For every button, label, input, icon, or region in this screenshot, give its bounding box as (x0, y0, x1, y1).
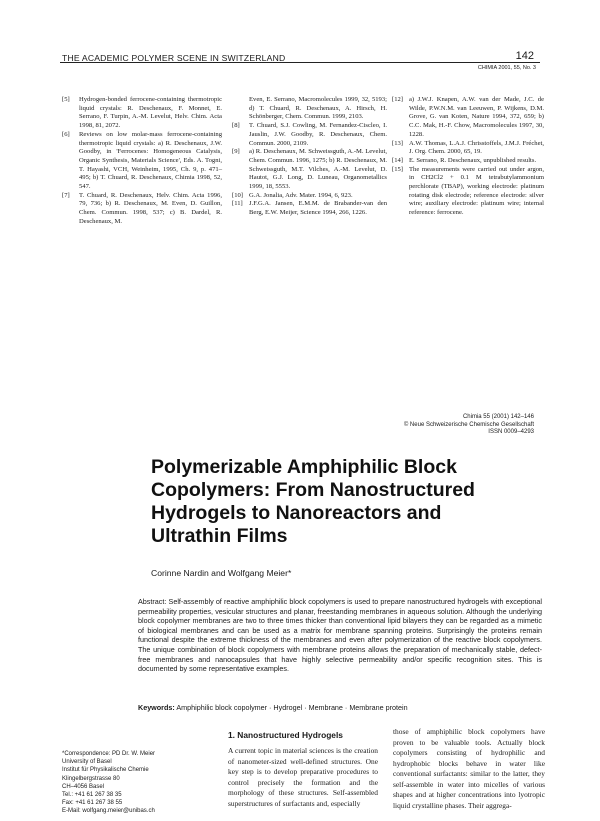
reference-item (232, 200, 387, 217)
reference-item (62, 131, 222, 192)
reference-item (232, 96, 387, 122)
header-rule (60, 62, 540, 63)
references-column-3 (392, 96, 544, 218)
affiliation-line: Tel.: +41 61 267 38 35 (62, 792, 122, 799)
reference-text: a) R. Deschenaux, M. Schweissguth, A.-M. Levelut, Chem. Commun. 1996, 1275; b) R. Deschenaux, M. Schweissguth, M.T. Vilches, A.-M. Levelut, D. Hautot, G.J. Long, D. Luneau, Organometallics 1999, 18, 5553. (249, 148, 387, 191)
reference-item (232, 148, 387, 192)
reference-number: [10] (232, 191, 243, 199)
reference-number: [12] (392, 96, 403, 103)
affiliation-line: *Correspondence: PD Dr. W. Meier (62, 751, 156, 757)
reference-text: J.F.G.A. Jansen, E.M.M. de Brabander-van den Berg, E.W. Meijer, Science 1994, 266, 1226. (249, 200, 387, 217)
reference-text: The measurements were carried out under argon, in CH2Cl2 + 0.1 M tetrabutylammonium perchlorate (TBAP), working electrode: platinum rotating disk electrode; reference electrode: silver wire; auxiliary electrode: platinum wire; internal reference: ferrocene. (409, 165, 544, 217)
journal-issn: ISSN 0009–4293 (488, 429, 534, 436)
reference-text: E. Serrano, R. Deschenaux, unpublished results. (409, 156, 537, 164)
affiliation-line: Klingelbergstrasse 80 (62, 775, 120, 782)
references-column-1 (62, 96, 222, 227)
reference-number: [11] (232, 200, 243, 208)
reference-text: G.A. Jonalia, Adv. Mater. 1994, 6, 923. (249, 191, 353, 199)
reference-text: T. Chuard, R. Deschenaux, Helv. Chim. Acta 1996, 79, 736; b) R. Deschenaux, M. Even, D. Guillon, Chem. Commun. 1998, 537; c) B. Dardel, R. Deschenaux, M. (79, 191, 222, 225)
reference-item (392, 166, 544, 218)
keywords (138, 703, 542, 712)
affiliation-line: Fax: +41 61 267 38 55 (62, 800, 123, 807)
authors: Corinne Nardin and Wolfgang Meier* (151, 568, 292, 578)
keywords-label: Keywords: (138, 703, 175, 712)
reference-item (232, 192, 387, 201)
body-column-1: A current topic in material sciences is the creation of nanometer-sized well-defined structures. One key step is to develop preparative procedures to control precisely the formation and the morphology of these structures. Self-assembled superstructures of surfactants and, especially (228, 746, 378, 808)
reference-text: Reviews on low molar-mass ferrocene-containing thermotropic liquid crystals: a) R. Deschenaux, J.W. Goodby, in 'Ferrocenes: Homogeneous Catalysis, Organic Synthesis, Materials Science', Eds. A. Togni, T. Hayashi, VCH, Weinheim, 1995, Ch. 9, p. 471–495; b) T. Chuard, R. Deschenaux, Chimia 1998, 52, 547. (79, 130, 222, 191)
page-number: 142 (515, 50, 534, 62)
running-header-title: THE ACADEMIC POLYMER SCENE IN SWITZERLAND (62, 53, 286, 63)
reference-item (232, 122, 387, 148)
reference-item (392, 140, 544, 157)
reference-text: T. Chuard, S.J. Cowling, M. Fernandez-Ciscleo, I. Jauslin, J.W. Goodby, R. Deschenaux, Chem. Commun. 2000, 2109. (249, 122, 387, 147)
reference-item (392, 96, 544, 140)
journal-info (404, 414, 534, 437)
abstract (138, 597, 542, 674)
references-column-2 (232, 96, 387, 218)
reference-number: [5] (62, 96, 70, 103)
section-heading: 1. Nanostructured Hydrogels (228, 730, 343, 740)
reference-number: [13] (392, 139, 403, 147)
abstract-text: Self-assembly of reactive amphiphilic block copolymers is used to prepare nanostructured hydrogels with exceptional permeability properties, vesicular structures and planar, freestanding membranes in aqueous solution. Although the underlying block copolymer membranes are two to three times thicker than conventional lipid bilayers they can be regarded as a mimetic of biological membranes and can be used as a matrix for membrane spanning proteins. Surprisingly the proteins remain functional despite the extreme thickness of the membranes and even after polymerization of the reactive block copolymers. The unique combination of block copolymers with membrane proteins allows the preparation of mechanically stable, defect-free membranes and nanocapsules that have highly selective permeability and/or specific recognition sites. This is documented by some representative examples. (138, 597, 542, 674)
reference-number: [15] (392, 165, 403, 173)
reference-number: [8] (232, 122, 240, 130)
body-column-2: those of amphiphilic block copolymers have proven to be valuable tools. Actually block copolymers consisting of hydrophilic and hydrophobic blocks behave in water like conventional surfactants: similar to the latter, they self-assemble in water into micelles of various shapes and at higher concentrations into lyotropic liquid crystalline phases. Their aggrega- (393, 727, 545, 810)
journal-citation: Chimia 55 (2001) 142–146 (462, 414, 534, 420)
reference-text: Hydrogen-bonded ferrocene-containing thermotropic liquid crystals: R. Deschenaux, F. Monnet, E. Serrano, F. Turpin, A.-M. Levelut, Helv. Chim. Acta 1998, 81, 2072. (79, 96, 222, 130)
journal-issue-label: CHIMIA 2001, 55, No. 3 (477, 65, 536, 71)
reference-item (62, 96, 222, 131)
reference-number (232, 96, 249, 122)
paper-title: Polymerizable Amphiphilic Block Copolymers: From Nanostructured Hydrogels to Nanoreactors and Ultrathin Films (151, 456, 475, 547)
keywords-text: Amphiphilic block copolymer · Hydrogel · Membrane · Membrane protein (176, 703, 408, 712)
reference-number: [14] (392, 156, 403, 164)
affiliation-line: University of Basel (62, 759, 112, 766)
correspondence-address (62, 750, 155, 816)
reference-number: [7] (62, 191, 70, 199)
reference-text: Even, E. Serrano, Macromolecules 1999, 32, 5193; d) T. Chuard, R. Deschenaux, A. Hirsch, H. Schönberger, Chem. Commun. 1999, 2103. (249, 96, 387, 121)
reference-text: A.W. Thomas, L.A.J. Chrisstoffels, J.M.J. Fréchet, J. Org. Chem. 2000, 65, 19. (409, 139, 544, 156)
reference-number: [6] (62, 130, 70, 138)
reference-number: [9] (232, 148, 240, 156)
affiliation-line: Institut für Physikalische Chemie (62, 767, 149, 774)
affiliation-email: E-Mail: wolfgang.meier@unibas.ch (62, 808, 155, 815)
reference-item (392, 157, 544, 166)
reference-item (62, 192, 222, 227)
journal-copyright: © Neue Schweizerische Chemische Gesellschaft (403, 421, 534, 428)
abstract-label: Abstract: (138, 597, 167, 606)
reference-text: a) J.W.J. Knapen, A.W. van der Made, J.C. de Wilde, P.W.N.M. van Leeuwen, P. Wijkens, D.M. Grove, G. van Koten, Nature 1994, 372, 659; b) C.C. Mak, H.-F. Chow, Macromolecules 1997, 30, 1228. (409, 96, 544, 138)
affiliation-line: CH–4056 Basel (62, 783, 105, 790)
